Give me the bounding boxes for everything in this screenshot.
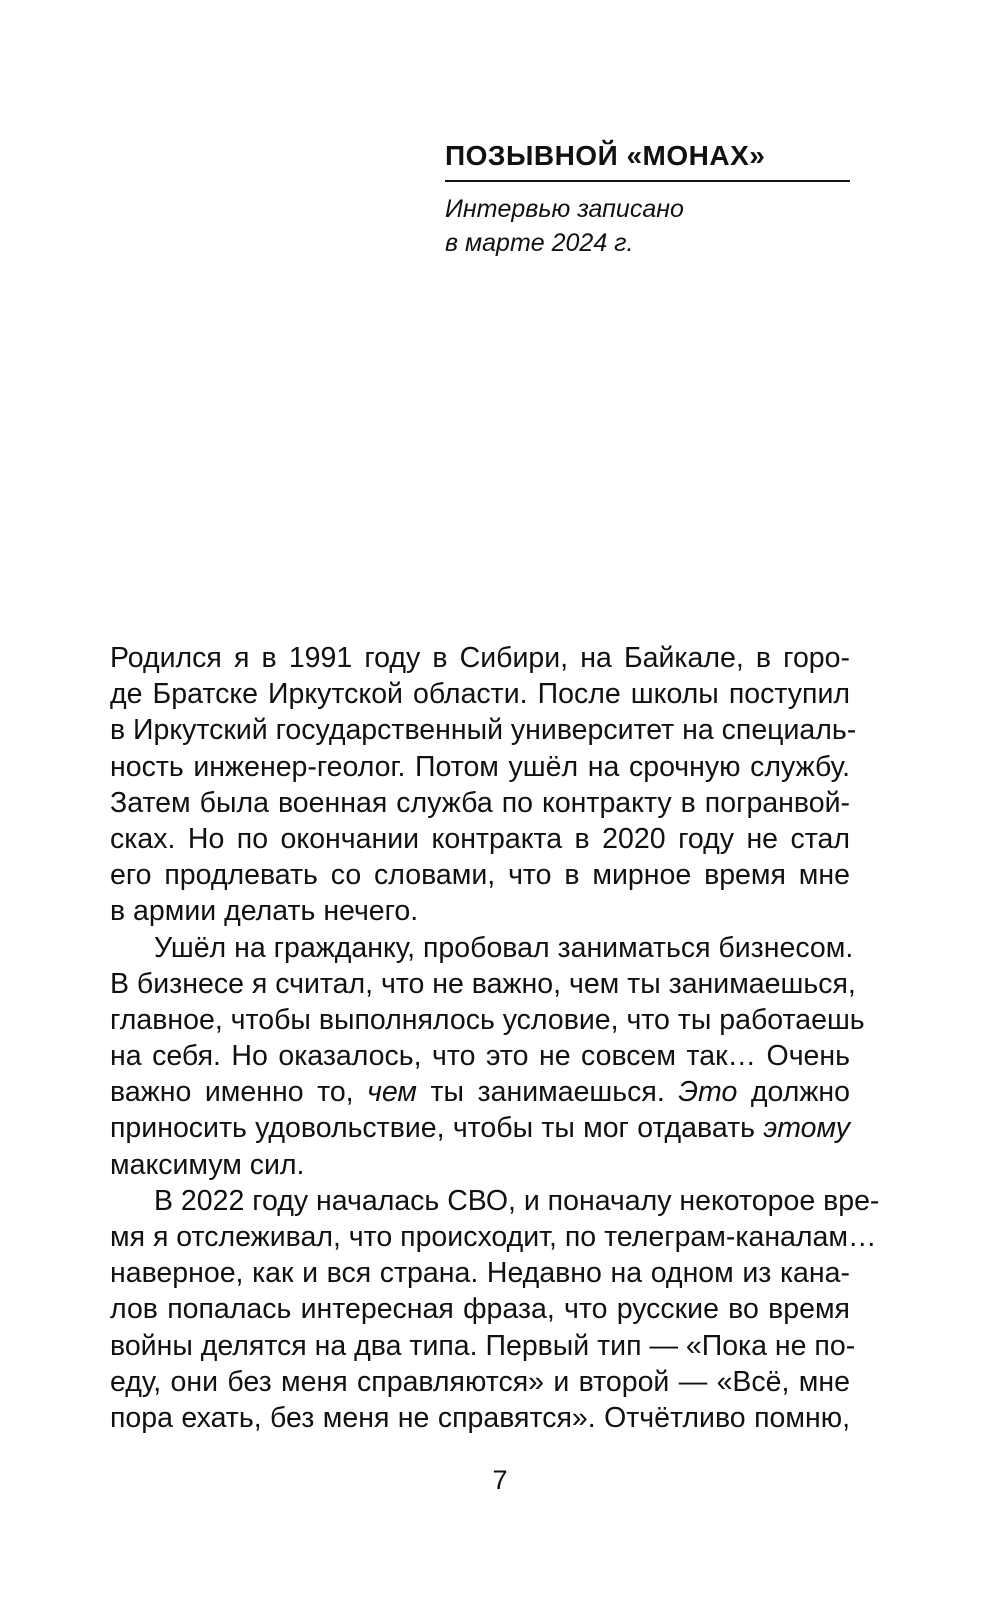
subtitle-line: Интервью записано — [445, 195, 684, 223]
text-run: должно — [737, 1076, 850, 1109]
body-text — [110, 640, 880, 1436]
text-line: в Иркутский государственный университет на специаль- — [110, 714, 857, 747]
text-line: на себя. Но оказалось, что это не совсем так… Очень — [110, 1040, 850, 1073]
chapter-title: ПОЗЫВНОЙ «МОНАХ» — [445, 138, 850, 182]
text-line: де Братске Иркутской области. После школы поступил — [110, 678, 850, 711]
text-line: сках. Но по окончании контракта в 2020 году не стал — [110, 822, 850, 855]
emphasis: Это — [678, 1076, 738, 1109]
text-line: лов попалась интересная фраза, что русские во время — [110, 1293, 850, 1326]
text-line — [110, 1110, 850, 1146]
text-line: Затем была военная служба по контракту в погранвой- — [110, 786, 850, 819]
text-line: еду, они без меня справляются» и второй — «Всё, мне — [110, 1365, 850, 1398]
text-run: ты занимаешься. — [416, 1076, 679, 1109]
chapter-heading — [445, 138, 850, 260]
text-line: Ушёл на гражданку, пробовал заниматься бизнесом. — [154, 931, 854, 964]
text-line: мя я отслеживал, что происходит, по телеграм-каналам… — [110, 1221, 877, 1253]
text-line: в армии делать нечего. — [110, 895, 419, 928]
text-line: Родился я в 1991 году в Сибири, на Байкале, в горо- — [110, 642, 850, 674]
emphasis: чем — [367, 1076, 417, 1109]
subtitle-line: в марте 2024 г. — [445, 229, 634, 257]
page-number: 7 — [492, 1465, 508, 1495]
text-line: пора ехать, без меня не справятся». Отчётливо помню, — [110, 1401, 850, 1434]
text-line: ность инженер-геолог. Потом ушёл на срочную службу. — [110, 750, 850, 783]
text-line: В 2022 году началась СВО, и поначалу некоторое вре- — [154, 1184, 880, 1217]
text-line: максимум сил. — [110, 1148, 305, 1181]
text-line — [110, 1074, 850, 1110]
text-run: важно именно то, — [110, 1076, 368, 1109]
text-line: наверное, как и вся страна. Недавно на одном из кана- — [110, 1257, 850, 1290]
text-line: главное, чтобы выполнялось условие, что ты работаешь — [110, 1003, 865, 1036]
text-run: приносить удовольствие, чтобы ты мог отдавать — [110, 1112, 764, 1145]
text-line: войны делятся на два типа. Первый тип — «Пока не по- — [110, 1329, 856, 1362]
text-line: В бизнесе я считал, что не важно, чем ты занимаешься, — [110, 967, 856, 1000]
text-line: его продлевать со словами, что в мирное время мне — [110, 859, 850, 892]
chapter-subtitle — [445, 192, 850, 260]
emphasis: этому — [763, 1112, 850, 1145]
